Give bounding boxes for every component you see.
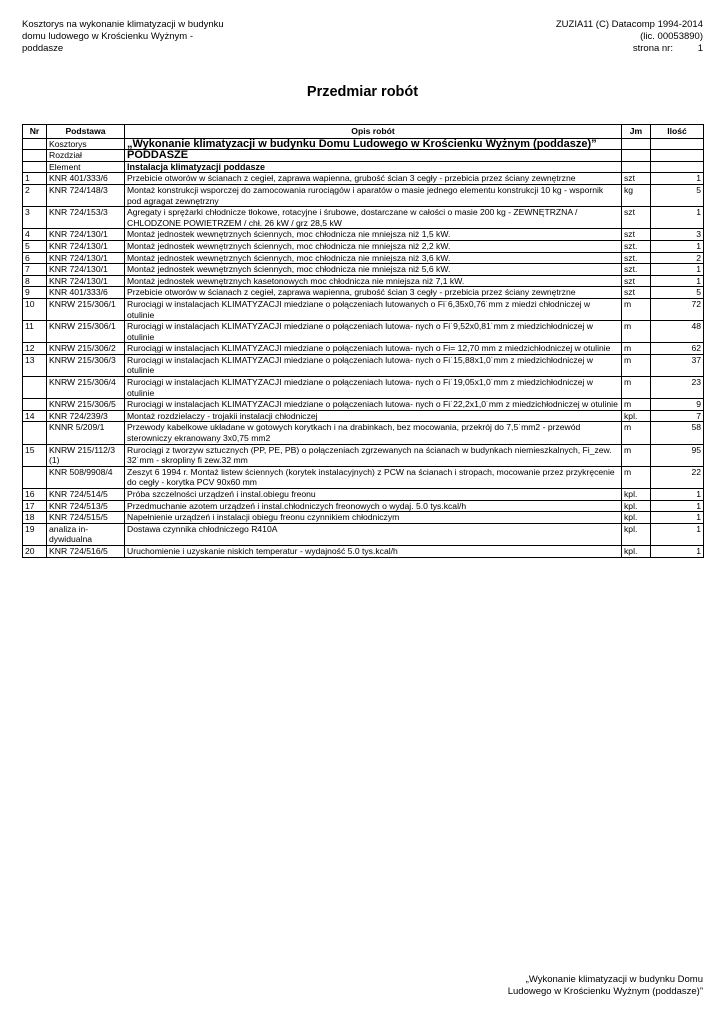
table-row (23, 399, 704, 411)
unit-cell: szt. (622, 252, 651, 264)
unit-cell: szt (622, 229, 651, 241)
row-number-cell: 5 (23, 240, 47, 252)
unit-cell: m (622, 321, 651, 343)
quantity-cell: 62 (651, 343, 704, 355)
row-number-cell (23, 466, 47, 488)
quantity-cell: 9 (651, 399, 704, 411)
row-number-cell: 17 (23, 500, 47, 512)
basis-cell: KNR 401/333/6 (47, 173, 125, 185)
basis-cell: KNRW 215/306/2 (47, 343, 125, 355)
table-row (23, 184, 704, 206)
row-number-cell: 9 (23, 287, 47, 299)
footer-line: „Wykonanie klimatyzacji w budynku Domu (525, 974, 703, 985)
basis-cell: KNR 508/9908/4 (47, 466, 125, 488)
quantity-cell: 1 (651, 545, 704, 557)
table-row (23, 500, 704, 512)
description-cell: Przebicie otworów w ścianach z cegieł, zaprawa wapienna, grubość ścian 3 cegły - przebicia przez ściany zewnętrzne (125, 173, 622, 185)
table-row (23, 489, 704, 501)
basis-cell: KNR 724/513/5 (47, 500, 125, 512)
row-number-cell: 12 (23, 343, 47, 355)
description-cell: Dostawa czynnika chłodniczego R410A (125, 523, 622, 545)
quantity-cell: 2 (651, 252, 704, 264)
unit-cell: szt (622, 287, 651, 299)
table-row (23, 287, 704, 299)
quantity-cell: 1 (651, 500, 704, 512)
quantity-cell: 1 (651, 489, 704, 501)
column-header-jm: Jm (622, 125, 651, 139)
basis-cell: KNR 724/130/1 (47, 240, 125, 252)
table-row (23, 343, 704, 355)
description-cell: Montaż jednostek wewnętrznych ściennych, moc chłodnicza nie mniejsza niż 1,5 kW. (125, 229, 622, 241)
unit-cell: kpl. (622, 512, 651, 524)
row-number-cell: 19 (23, 523, 47, 545)
description-cell: Napełnienie urządzeń i instalacji obiegu freonu czynnikiem chłodniczym (125, 512, 622, 524)
description-cell: Montaż jednostek wewnętrznych kasetonowych moc chłodnicza nie mniejsza niż 7,1 kW. (125, 275, 622, 287)
row-number-cell: 11 (23, 321, 47, 343)
unit-cell: kpl. (622, 523, 651, 545)
description-cell: Rurociągi w instalacjach KLIMATYZACJI miedziane o połączeniach lutowa- nych o Fi˙9,52x0,81˙mm z miedzichłodniczej w otulinie (125, 321, 622, 343)
row-number-cell: 10 (23, 298, 47, 320)
meta-row-kosztorys (23, 138, 704, 150)
quantity-cell: 1 (651, 512, 704, 524)
quantity-cell: 37 (651, 354, 704, 376)
table-row (23, 512, 704, 524)
quantity-cell: 95 (651, 444, 704, 466)
description-cell: Montaż jednostek wewnętrznych ściennych, moc chłodnicza nie mniejsza niż 2,2 kW. (125, 240, 622, 252)
quantity-cell: 1 (651, 523, 704, 545)
table-row (23, 377, 704, 399)
table-row (23, 229, 704, 241)
description-cell: Montaż jednostek wewnętrznych ściennych, moc chłodnicza nie mniejsza niż 3,6 kW. (125, 252, 622, 264)
description-cell: Rurociągi w instalacjach KLIMATYZACJI miedziane o połączeniach lutowa- nych o Fi˙22,2x1,0˙mm z miedzichłodniczej w otulinie (125, 399, 622, 411)
header-left-line: poddasze (22, 43, 64, 54)
description-cell: Montaż rozdzielaczy - trojakii instalacji chłodniczej (125, 410, 622, 422)
header-left-line: Kosztorys na wykonanie klimatyzacji w budynku (22, 19, 224, 30)
unit-cell: m (622, 466, 651, 488)
row-number-cell: 8 (23, 275, 47, 287)
table-row (23, 354, 704, 376)
row-number-cell: 1 (23, 173, 47, 185)
table-row (23, 422, 704, 444)
row-number-cell: 13 (23, 354, 47, 376)
page-label: strona nr: (632, 43, 673, 54)
unit-cell: szt. (622, 264, 651, 276)
table-row (23, 523, 704, 545)
quantity-cell: 7 (651, 410, 704, 422)
description-cell: Przebicie otworów w ścianach z cegieł, zaprawa wapienna, grubość ścian 3 cegły - przebicia przez ściany zewnętrzne (125, 287, 622, 299)
description-cell: Przewody kabelkowe układane w gotowych korytkach i na drabinkach, bez mocowania, przekrój do 7,5˙mm2 - przewód sterowniczy ekranowany 3x0,75 mm2 (125, 422, 622, 444)
description-cell: Przedmuchanie azotem urządzeń i instal.chłodniczych freonowych o wydaj. 5.0 tys.kcal/h (125, 500, 622, 512)
description-cell: Montaż konstrukcji wsporczej do zamocowania rurociągów i aparatów o masie jednego elementu konstrukcji 10 kg - wspornik pod agragat zewnętrzny (125, 184, 622, 206)
basis-cell: KNR 724/130/1 (47, 252, 125, 264)
document-header-left (22, 19, 224, 55)
row-number-cell (23, 377, 47, 399)
meta-nr-cell (23, 150, 47, 162)
unit-cell: kpl. (622, 545, 651, 557)
table-row (23, 410, 704, 422)
page-indicator (556, 43, 703, 55)
column-header-nr: Nr (23, 125, 47, 139)
basis-cell: KNRW 215/306/1 (47, 298, 125, 320)
quantity-cell: 1 (651, 275, 704, 287)
unit-cell: kpl. (622, 500, 651, 512)
page-number: 1 (697, 43, 703, 54)
column-header-opis: Opis robót (125, 125, 622, 139)
basis-cell: KNR 724/516/5 (47, 545, 125, 557)
quantity-cell: 1 (651, 207, 704, 229)
table-row (23, 466, 704, 488)
basis-cell: KNRW 215/112/3 (1) (47, 444, 125, 466)
basis-cell: KNR 401/333/6 (47, 287, 125, 299)
row-number-cell: 4 (23, 229, 47, 241)
column-header-podstawa: Podstawa (47, 125, 125, 139)
unit-cell: kpl. (622, 489, 651, 501)
software-label: ZUZIA11 (C) Datacomp 1994-2014 (555, 19, 703, 30)
table-row (23, 207, 704, 229)
quantity-cell: 5 (651, 184, 704, 206)
table-row (23, 298, 704, 320)
row-number-cell: 18 (23, 512, 47, 524)
meta-label: Rozdział (47, 150, 125, 162)
table-row (23, 444, 704, 466)
row-number-cell: 15 (23, 444, 47, 466)
meta-qty-cell (651, 150, 704, 162)
row-number-cell: 7 (23, 264, 47, 276)
row-number-cell (23, 422, 47, 444)
basis-cell: KNR 724/239/3 (47, 410, 125, 422)
license-label: (lic. 00053890) (640, 31, 703, 42)
quantity-cell: 22 (651, 466, 704, 488)
basis-cell: analiza in- dywidualna (47, 523, 125, 545)
bill-of-quantities-table (22, 124, 704, 558)
unit-cell: kg (622, 184, 651, 206)
footer-line: Ludowego w Krościenku Wyżnym (poddasze)” (507, 986, 703, 997)
unit-cell: m (622, 444, 651, 466)
table-row (23, 264, 704, 276)
basis-cell: KNR 724/153/3 (47, 207, 125, 229)
page-title: Przedmiar robót (306, 84, 419, 100)
meta-label: Element (47, 161, 125, 173)
description-cell: Próba szczelności urządzeń i instal.obiegu freonu (125, 489, 622, 501)
chapter-title: PODDASZE (125, 150, 622, 162)
description-cell: Rurociągi w instalacjach KLIMATYZACJI miedziane o połączeniach lutowa- nych o Fi˙19,05x1,0˙mm z miedzichłodniczej w otulinie (125, 377, 622, 399)
row-number-cell (23, 399, 47, 411)
meta-row-element (23, 161, 704, 173)
quantity-cell: 1 (651, 173, 704, 185)
meta-jm-cell (622, 150, 651, 162)
table-row (23, 252, 704, 264)
column-header-ilosc: Ilość (651, 125, 704, 139)
document-footer (508, 974, 703, 998)
meta-label: Kosztorys (47, 138, 125, 150)
quantity-cell: 23 (651, 377, 704, 399)
description-cell: Rurociągi w instalacjach KLIMATYZACJI miedziane o połączeniach lutowa- nych o Fi˙15,88x1,0˙mm z miedzichłodniczej w otulinie (125, 354, 622, 376)
meta-jm-cell (622, 138, 651, 150)
unit-cell: szt (622, 173, 651, 185)
unit-cell: szt (622, 207, 651, 229)
description-cell: Agregaty i sprężarki chłodnicze tłokowe, rotacyjne i śrubowe, dostarczane w całości o masie 200 kg - ZEWNĘTRZNA / CHLODZONE POWIETRZEM / chł. 26 kW / grz 28,5 kW (125, 207, 622, 229)
description-cell: Rurociągi z tworzyw sztucznych (PP, PE, PB) o połączeniach zgrzewanych na ścianach w budynkach niemieszkalnych, Fi_zew. 32˙mm - skropliny fi zew.32 mm (125, 444, 622, 466)
description-cell: Montaż jednostek wewnętrznych ściennych, moc chłodnicza nie mniejsza niż 5,6 kW. (125, 264, 622, 276)
element-title: Instalacja klimatyzacji poddasze (125, 161, 622, 173)
document-header-right (556, 19, 703, 55)
table-body (23, 138, 704, 557)
row-number-cell: 3 (23, 207, 47, 229)
meta-row-rozdzial (23, 150, 704, 162)
meta-qty-cell (651, 138, 704, 150)
basis-cell: KNNR 5/209/1 (47, 422, 125, 444)
unit-cell: m (622, 343, 651, 355)
quantity-cell: 1 (651, 240, 704, 252)
basis-cell: KNR 724/130/1 (47, 229, 125, 241)
meta-jm-cell (622, 161, 651, 173)
unit-cell: kpl. (622, 410, 651, 422)
table-row (23, 240, 704, 252)
basis-cell: KNRW 215/306/3 (47, 354, 125, 376)
basis-cell: KNR 724/148/3 (47, 184, 125, 206)
quantity-cell: 1 (651, 264, 704, 276)
description-cell: Rurociągi w instalacjach KLIMATYZACJI miedziane o połączeniach lutowa- nych o Fi= 12,70 mm z miedzichłodniczej w otulinie (125, 343, 622, 355)
quantity-cell: 5 (651, 287, 704, 299)
description-cell: Zeszyt 6 1994 r. Montaż listew ściennych (korytek instalacyjnych) z PCW na ścianach i stropach, mocowanie przez przykręcenie do cegły - korytka PCV 90x60 mm (125, 466, 622, 488)
basis-cell: KNR 724/514/5 (47, 489, 125, 501)
unit-cell: szt. (622, 240, 651, 252)
meta-qty-cell (651, 161, 704, 173)
basis-cell: KNR 724/130/1 (47, 275, 125, 287)
basis-cell: KNRW 215/306/4 (47, 377, 125, 399)
row-number-cell: 20 (23, 545, 47, 557)
estimate-title: „Wykonanie klimatyzacji w budynku Domu Ludowego w Krościenku Wyżnym (poddasze)” (125, 138, 622, 150)
quantity-cell: 48 (651, 321, 704, 343)
table-row (23, 173, 704, 185)
row-number-cell: 14 (23, 410, 47, 422)
quantity-cell: 72 (651, 298, 704, 320)
unit-cell: m (622, 422, 651, 444)
basis-cell: KNRW 215/306/1 (47, 321, 125, 343)
meta-nr-cell (23, 138, 47, 150)
basis-cell: KNR 724/515/5 (47, 512, 125, 524)
unit-cell: szt (622, 275, 651, 287)
row-number-cell: 6 (23, 252, 47, 264)
basis-cell: KNR 724/130/1 (47, 264, 125, 276)
description-cell: Rurociągi w instalacjach KLIMATYZACJI miedziane o połączeniach lutowanych o Fi˙6,35x0,76˙mm z miedzi chłodniczej w otulinie (125, 298, 622, 320)
meta-nr-cell (23, 161, 47, 173)
row-number-cell: 16 (23, 489, 47, 501)
header-left-line: domu ludowego w Krościenku Wyżnym - (22, 31, 193, 42)
table-header-row (23, 125, 704, 139)
basis-cell: KNRW 215/306/5 (47, 399, 125, 411)
unit-cell: m (622, 298, 651, 320)
table-row (23, 545, 704, 557)
table-row (23, 321, 704, 343)
quantity-cell: 3 (651, 229, 704, 241)
description-cell: Uruchomienie i uzyskanie niskich temperatur - wydajność 5.0 tys.kcal/h (125, 545, 622, 557)
table-row (23, 275, 704, 287)
row-number-cell: 2 (23, 184, 47, 206)
quantity-cell: 58 (651, 422, 704, 444)
unit-cell: m (622, 377, 651, 399)
unit-cell: m (622, 354, 651, 376)
unit-cell: m (622, 399, 651, 411)
